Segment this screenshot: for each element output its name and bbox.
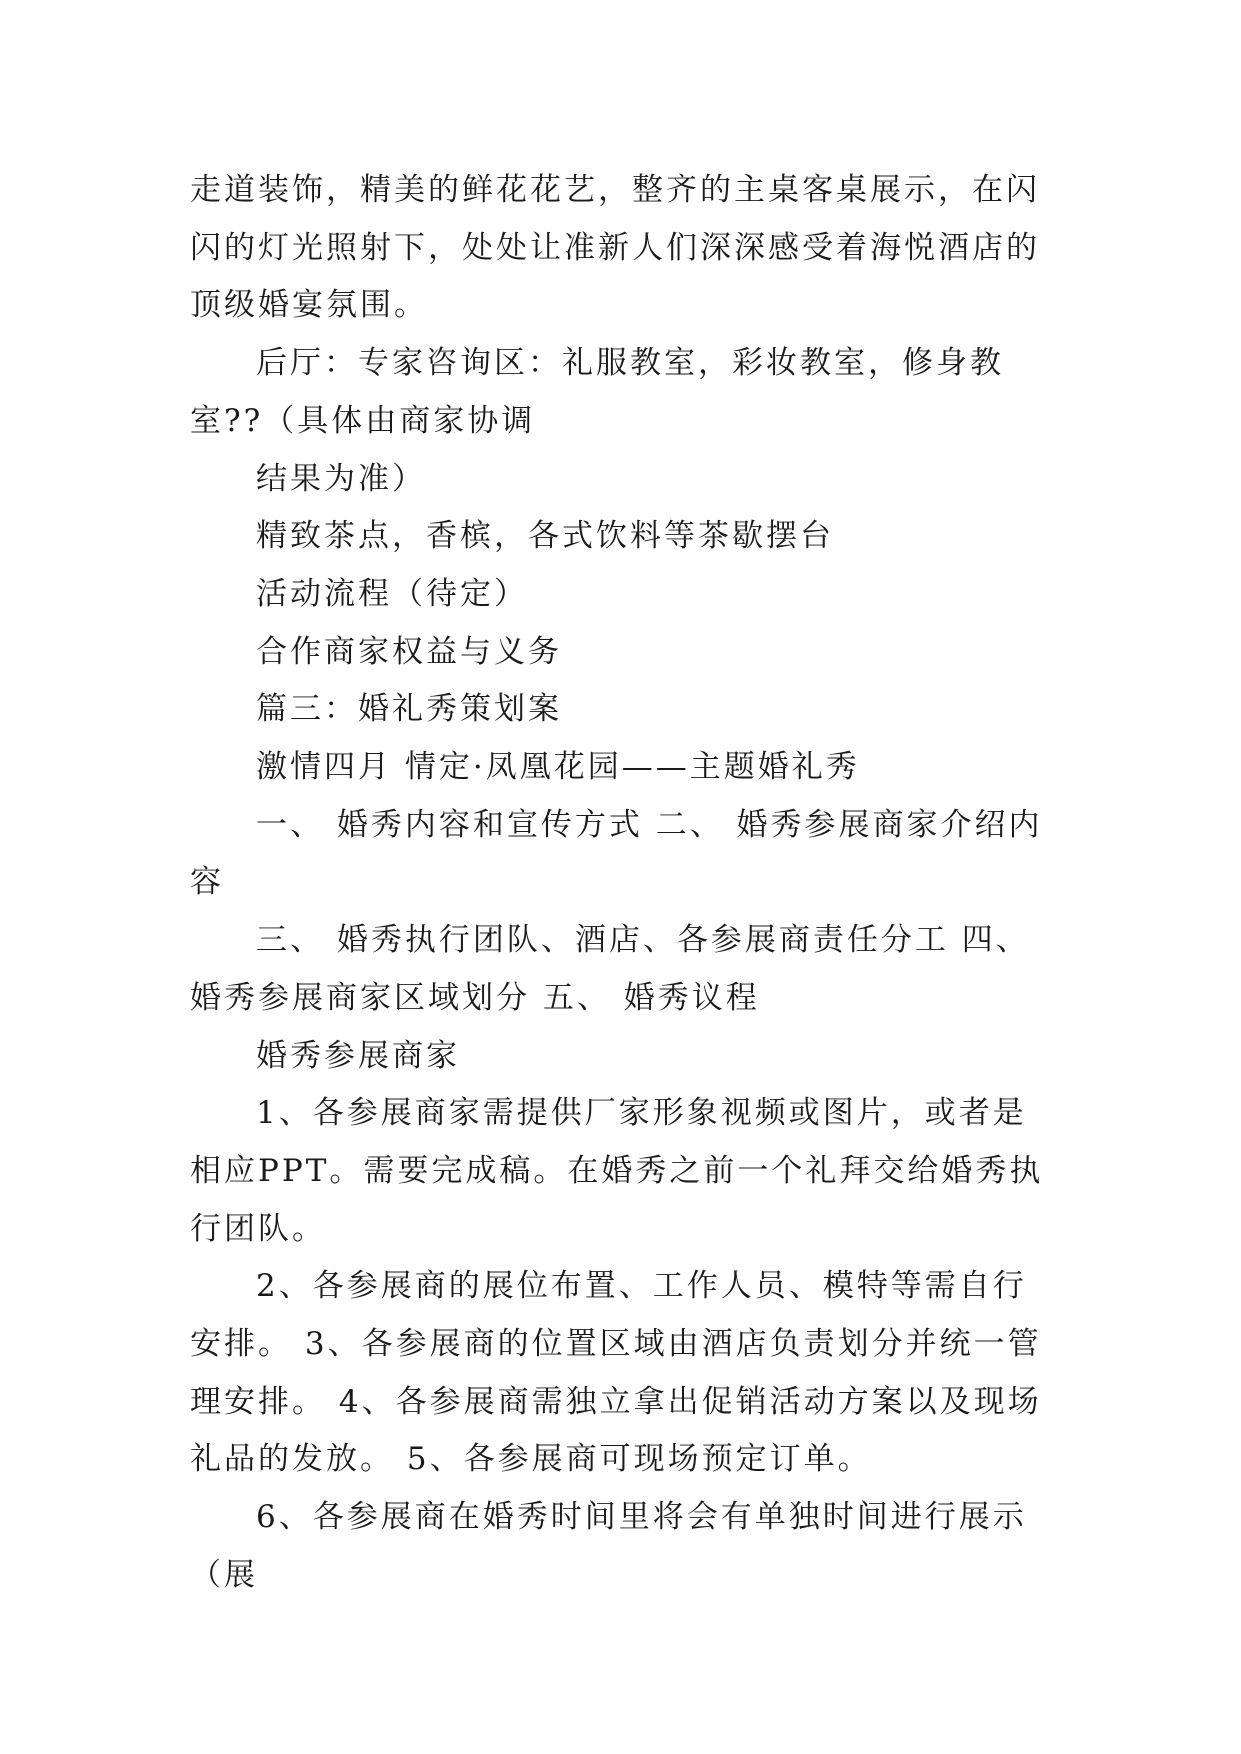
list-item-1: 1、各参展商家需提供厂家形象视频或图片，或者是相应PPT。需要完成稿。在婚秀之前一个礼拜交给婚秀执行团队。 <box>190 1095 1044 1247</box>
subsection-heading: 婚秀参展商家 <box>256 1037 460 1074</box>
paragraph-event-process: 活动流程（待定） <box>256 575 528 612</box>
paragraph-outline-part-2: 三、 婚秀执行团队、酒店、各参展商责任分工 四、 婚秀参展商家区域划分 五、 婚秀议程 <box>190 922 1030 1016</box>
paragraph-result-note: 结果为准） <box>256 460 426 497</box>
section-heading: 篇三：婚礼秀策划案 <box>256 691 562 728</box>
theme-title: 激情四月 情定·凤凰花园——主题婚礼秀 <box>256 749 860 786</box>
list-item-6: 6、各参展商在婚秀时间里将会有单独时间进行展示（展 <box>190 1499 1027 1593</box>
list-items-2-5: 2、各参展商的展位布置、工作人员、模特等需自行安排。 3、各参展商的位置区域由酒店负责划分并统一管理安排。 4、各参展商需独立拿出促销活动方案以及现场礼品的发放。 5、各参展商可现场预定订单。 <box>190 1268 1042 1478</box>
paragraph-outline-part-1: 一、 婚秀内容和宣传方式 二、 婚秀参展商家介绍内容 <box>190 806 1043 901</box>
paragraph-venue-decoration: 走道装饰，精美的鲜花花艺，整齐的主桌客桌展示，在闪闪的灯光照射下，处处让准新人们深深感受着海悦酒店的顶级婚宴氛围。 <box>190 172 1040 324</box>
paragraph-refreshments: 精致茶点，香槟，各式饮料等茶歇摆台 <box>256 518 834 555</box>
document-body <box>190 162 1052 1605</box>
paragraph-partner-rights: 合作商家权益与义务 <box>256 633 562 670</box>
paragraph-back-hall-consultation: 后厅：专家咨询区：礼服教室，彩妆教室，修身教室??（具体由商家协调 <box>190 345 1004 439</box>
